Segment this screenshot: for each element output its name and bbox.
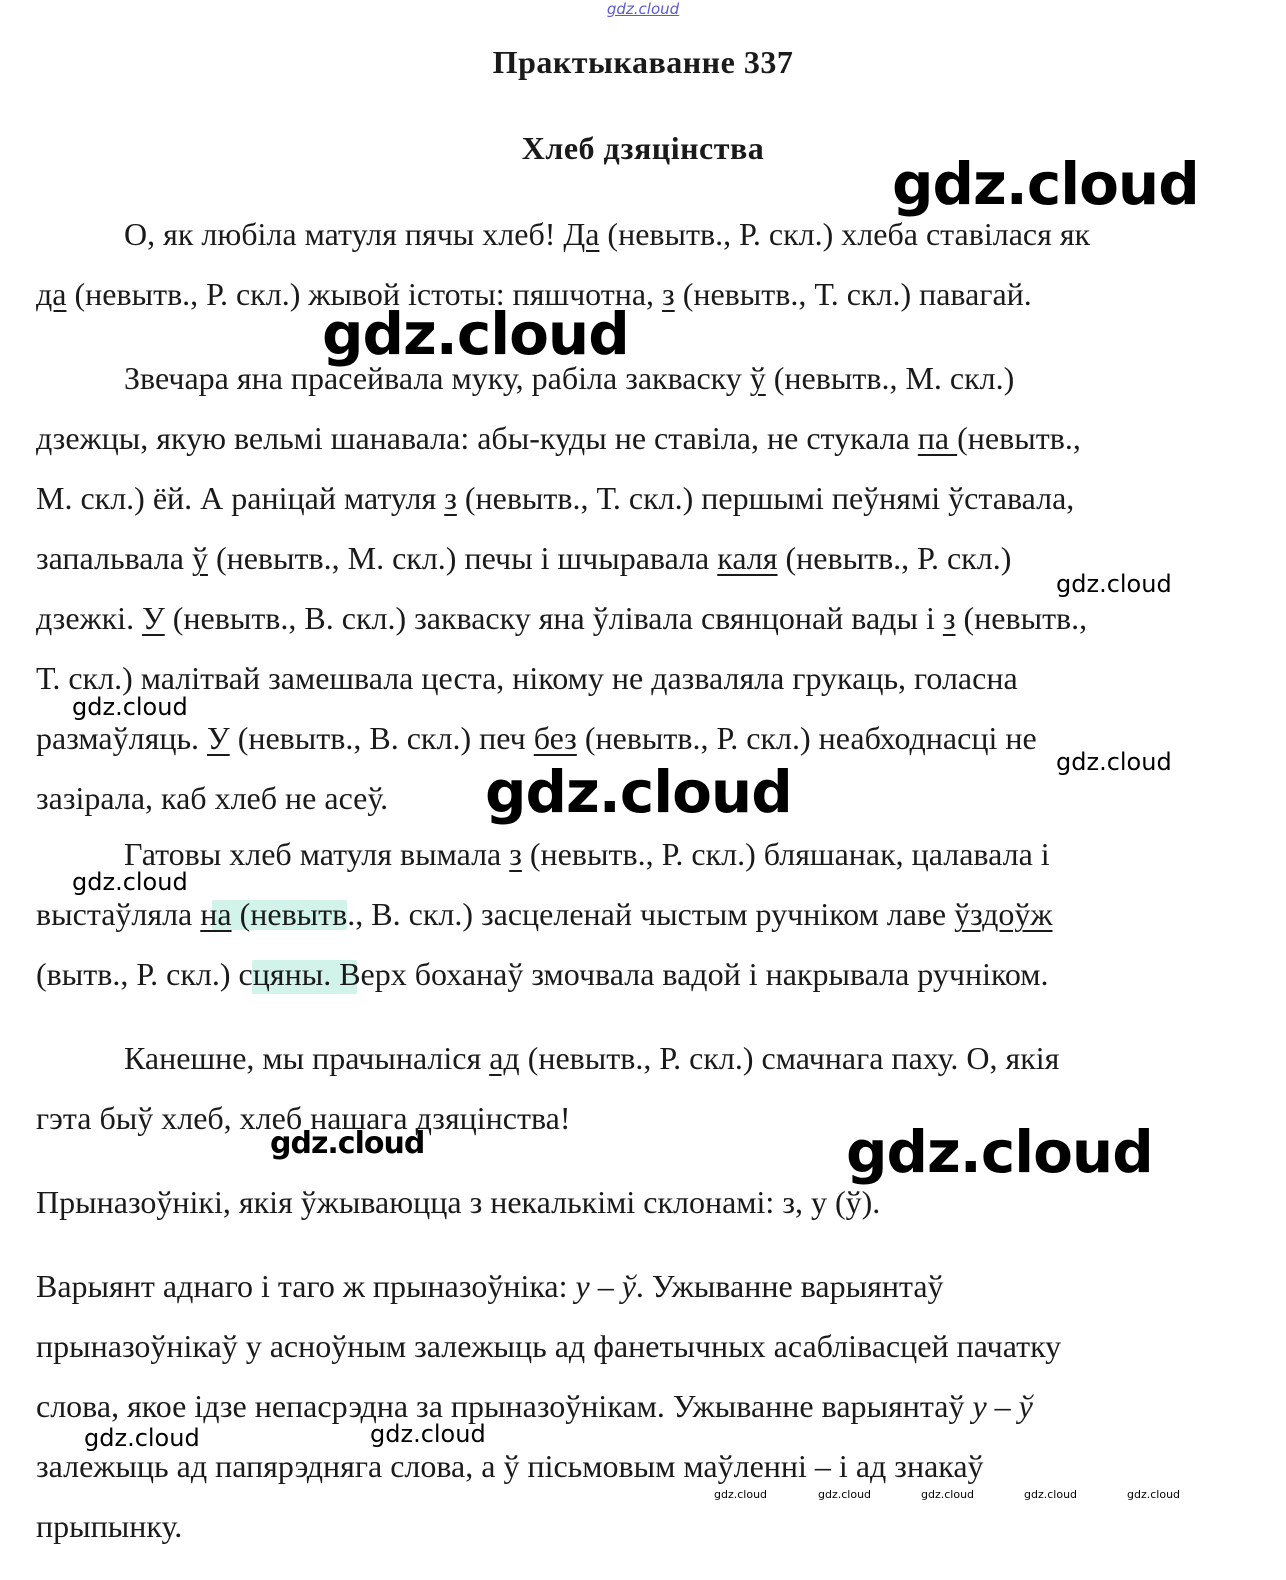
page-title: Практыкаванне 337 <box>492 44 794 80</box>
paragraph-line: (вытв., Р. скл.) сцяны. Верх боханаў змочвала вадой і накрывала ручніком. <box>36 956 1049 992</box>
note-line: прыназоўнікаў у асноўным залежыць ад фанетычных асаблівасцей пачатку <box>36 1328 1062 1364</box>
paragraph-line: дзежкі. У (невытв., В. скл.) закваску яна ўлівала свянцонай вады і з (невытв., <box>36 600 1088 636</box>
paragraph-line: дзежцы, якую вельмі шанавала: абы-куды не ставіла, не стукала па (невытв., <box>36 420 1081 456</box>
paragraph-line: О, як любіла матуля пячы хлеб! Да (невытв., Р. скл.) хлеба ставілася як <box>124 216 1091 252</box>
note-line: слова, якое ідзе непасрэдна за прыназоўнікам. Ужыванне варыянтаў у – ў <box>36 1388 1033 1424</box>
paragraph-line: Гатовы хлеб матуля вымала з (невытв., Р. скл.) бляшанак, цалавала і <box>124 836 1050 872</box>
watermark: gdz.cloud <box>1056 748 1172 776</box>
watermark: gdz.cloud <box>72 693 188 721</box>
watermark: gdz.cloud <box>1056 570 1172 598</box>
watermark: gdz.cloud <box>921 1488 975 1501</box>
paragraph-line: зазірала, каб хлеб не асеў. <box>36 780 389 816</box>
paragraph-line: М. скл.) ёй. А раніцай матуля з (невытв., Т. скл.) першымі пеўнямі ўставала, <box>36 480 1075 516</box>
watermark: gdz.cloud <box>818 1488 872 1501</box>
watermark: gdz.cloud <box>370 1420 486 1448</box>
paragraph-line: выстаўляла на (невытв., В. скл.) засцеленай чыстым ручніком лаве ўздоўж <box>36 896 1053 932</box>
watermark: gdz.cloud <box>714 1488 768 1501</box>
watermark: gdz.cloud <box>84 1424 200 1452</box>
note-line: Прыназоўнікі, якія ўжываюцца з некалькімі склонамі: з, у (ў). <box>36 1184 881 1220</box>
paragraph-line: запальвала ў (невытв., М. скл.) печы і шчыравала каля (невытв., Р. скл.) <box>36 540 1012 576</box>
paragraph-line: Т. скл.) малітвай замешвала цеста, нікому не дазваляла грукаць, голасна <box>36 660 1018 696</box>
watermark: gdz.cloud <box>72 868 188 896</box>
paragraph-line: да (невытв., Р. скл.) жывой істоты: пяшчотна, з (невытв., Т. скл.) павагай. <box>36 276 1032 312</box>
note-line: залежыць ад папярэдняга слова, а ў пісьмовым маўленні – і ад знакаў <box>36 1448 984 1484</box>
watermark: gdz.cloud <box>892 150 1199 218</box>
paragraph-line: Звечара яна прасейвала муку, рабіла закваску ў (невытв., М. скл.) <box>124 360 1015 396</box>
watermark: gdz.cloud <box>846 1118 1153 1186</box>
site-mark-link[interactable]: gdz.cloud <box>606 0 680 18</box>
paragraph-line: Канешне, мы прачыналіся ад (невытв., Р. скл.) смачнага паху. О, якія <box>124 1040 1060 1076</box>
watermark: gdz.cloud <box>1127 1488 1181 1501</box>
watermark: gdz.cloud <box>322 300 629 368</box>
paragraph-line: размаўляць. У (невытв., В. скл.) печ без (невытв., Р. скл.) неабходнасці не <box>36 720 1037 756</box>
watermark: gdz.cloud <box>270 1126 425 1161</box>
text-title: Хлеб дзяцінства <box>521 130 765 166</box>
watermark: gdz.cloud <box>485 758 792 826</box>
note-line: прыпынку. <box>36 1508 183 1544</box>
watermark: gdz.cloud <box>1024 1488 1078 1501</box>
note-line: Варыянт аднаго і таго ж прыназоўніка: у – ў. Ужыванне варыянтаў <box>36 1268 944 1304</box>
paragraph-line: гэта быў хлеб, хлеб нашага дзяцінства! <box>36 1100 571 1136</box>
